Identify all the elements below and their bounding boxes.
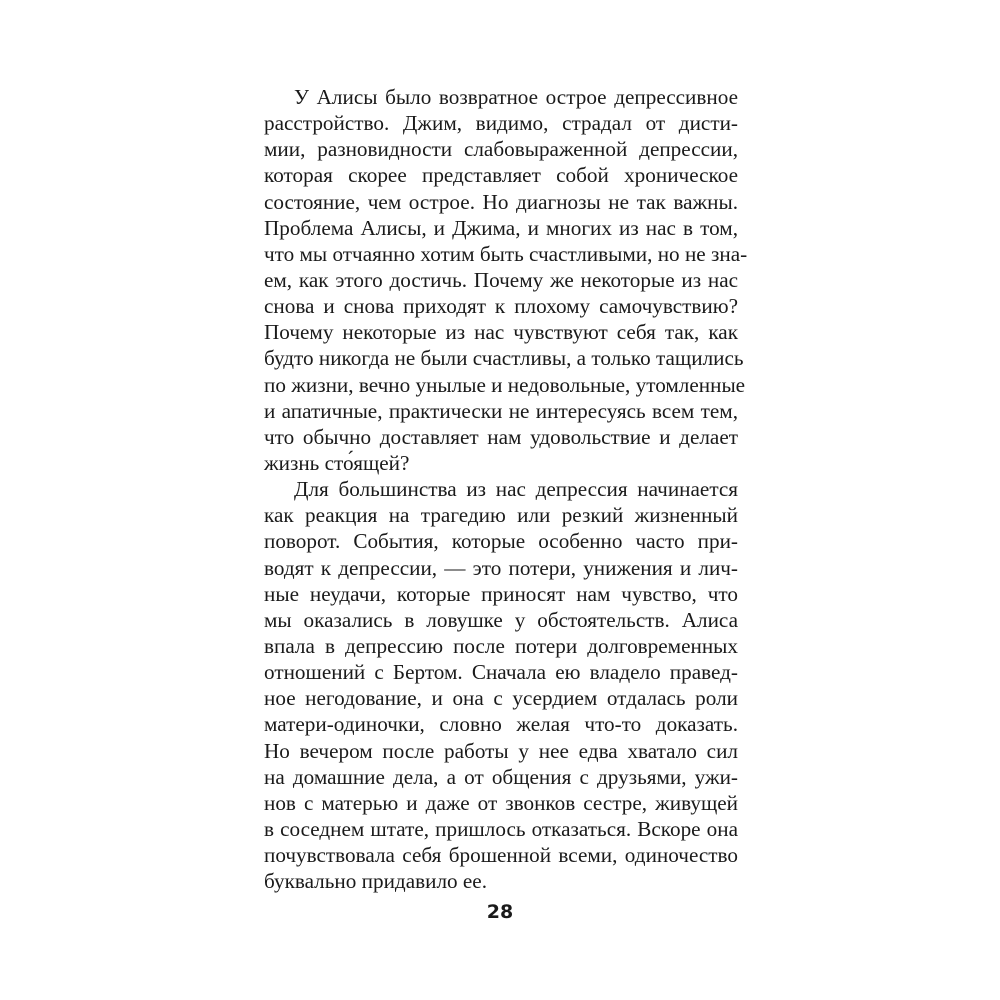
- text-line: Почему некоторые из нас чувствуют себя так, как: [264, 320, 738, 345]
- text-line: мии, разновидности слабовыраженной депрессии,: [264, 137, 738, 162]
- text-line: которая скорее представляет собой хроническое: [264, 163, 738, 188]
- text-line: расстройство. Джим, видимо, страдал от дисти-: [264, 111, 738, 136]
- text-line: ем, как этого достичь. Почему же некоторые из нас: [264, 267, 738, 292]
- text-line: ное негодование, и она с усердием отдалась роли: [264, 686, 738, 711]
- text-line: что обычно доставляет нам удовольствие и делает: [264, 424, 738, 449]
- text-line: что мы отчаянно хотим быть счастливыми, но не зна-: [264, 241, 748, 266]
- text-line: жизнь сто́ящей?: [264, 450, 410, 475]
- text-line: снова и снова приходят к плохому самочувствию?: [264, 294, 738, 319]
- page-number: 28: [486, 901, 514, 923]
- text-line: Проблема Алисы, и Джима, и многих из нас в том,: [264, 215, 738, 240]
- text-line: по жизни, вечно унылые и недовольные, утомленные: [264, 372, 746, 397]
- text-line: как реакция на трагедию или резкий жизненный: [264, 503, 738, 528]
- text-line: буквально придавило ее.: [264, 869, 488, 894]
- text-line: водят к депрессии, — это потери, унижения и лич-: [264, 555, 738, 580]
- text-line: на домашние дела, а от общения с друзьями, ужи-: [264, 764, 738, 789]
- text-line: ные неудачи, которые приносят нам чувство, что: [264, 581, 738, 606]
- text-line: и апатичные, практически не интересуясь всем тем,: [264, 398, 738, 423]
- text-line: впала в депрессию после потери долговременных: [264, 633, 738, 658]
- text-line: будто никогда не были счастливы, а только тащились: [264, 346, 744, 371]
- text-line: матери-одиночки, словно желая что-то доказать.: [264, 712, 738, 737]
- text-line: Но вечером после работы у нее едва хватало сил: [264, 738, 738, 763]
- text-line: поворот. События, которые особенно часто при-: [264, 529, 738, 554]
- text-line: мы оказались в ловушке у обстоятельств. Алиса: [264, 607, 738, 632]
- body-text: [264, 84, 748, 894]
- text-line: отношений с Бертом. Сначала ею владело правед-: [264, 660, 738, 685]
- paragraph-2: [264, 476, 738, 894]
- text-line: нов с матерью и даже от звонков сестре, живущей: [264, 790, 738, 815]
- text-line: состояние, чем острое. Но диагнозы не так важны.: [264, 189, 738, 214]
- text-line: почувствовала себя брошенной всеми, одиночество: [264, 843, 738, 868]
- paragraph-1: [264, 84, 748, 476]
- text-line: У Алисы было возвратное острое депрессивное: [294, 85, 738, 109]
- text-line: Для большинства из нас депрессия начинается: [294, 477, 738, 502]
- text-line: в соседнем штате, пришлось отказаться. Вскоре она: [264, 816, 738, 841]
